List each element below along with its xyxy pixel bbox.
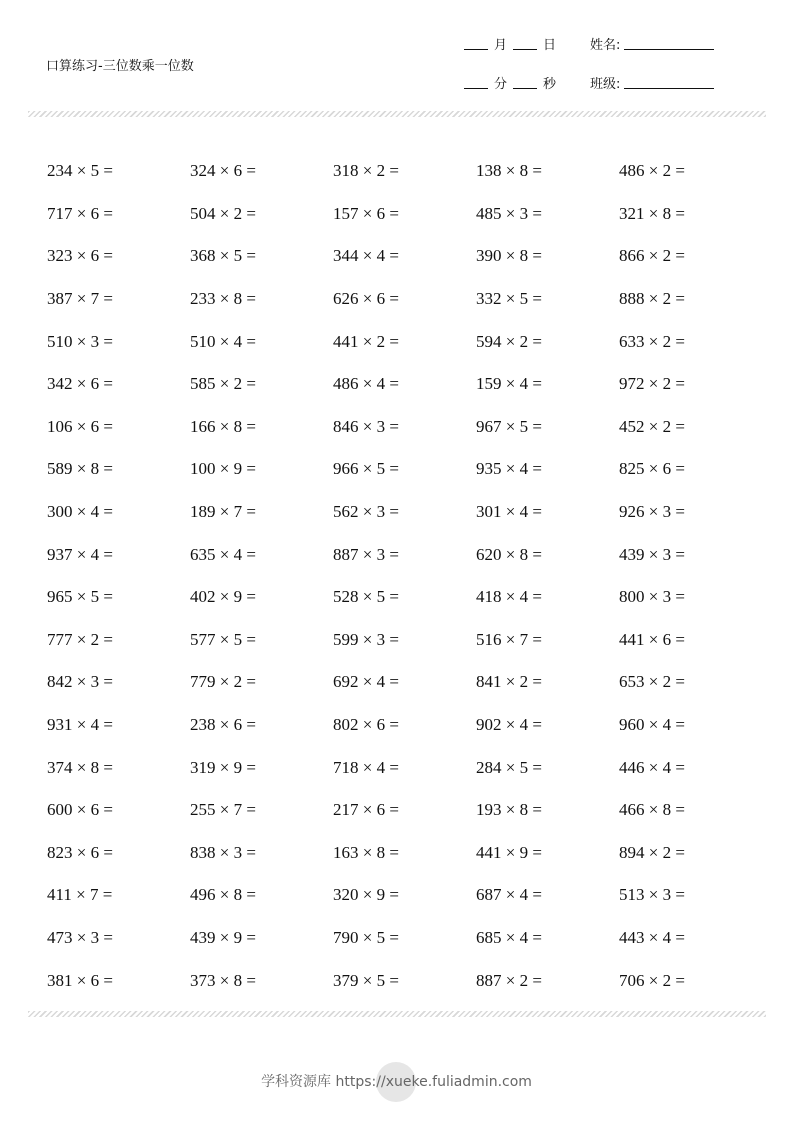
problem-item: 319 × 9 = bbox=[190, 757, 256, 777]
day-label: 日 bbox=[543, 38, 557, 53]
problem-item: 332 × 5 = bbox=[476, 289, 542, 309]
month-blank[interactable] bbox=[464, 48, 488, 50]
problem-item: 599 × 3 = bbox=[333, 629, 399, 649]
problem-item: 301 × 4 = bbox=[476, 502, 542, 522]
problem-item: 594 × 2 = bbox=[476, 331, 542, 351]
class-line bbox=[590, 73, 714, 92]
problem-item: 779 × 2 = bbox=[190, 672, 256, 692]
problem-item: 496 × 8 = bbox=[190, 885, 256, 905]
problem-row bbox=[47, 661, 767, 704]
problem-item: 577 × 5 = bbox=[190, 629, 256, 649]
problem-item: 966 × 5 = bbox=[333, 459, 399, 479]
problem-item: 931 × 4 = bbox=[47, 715, 113, 735]
problem-row bbox=[47, 746, 767, 789]
problem-item: 318 × 2 = bbox=[333, 161, 399, 181]
problem-item: 528 × 5 = bbox=[333, 587, 399, 607]
problem-item: 439 × 9 = bbox=[190, 927, 256, 947]
problem-item: 823 × 6 = bbox=[47, 842, 113, 862]
day-blank[interactable] bbox=[513, 48, 537, 50]
problem-item: 368 × 5 = bbox=[190, 246, 256, 266]
class-label: 班级: bbox=[590, 77, 621, 92]
problem-item: 373 × 8 = bbox=[190, 970, 256, 990]
second-blank[interactable] bbox=[513, 87, 537, 89]
problem-item: 626 × 6 = bbox=[333, 289, 399, 309]
problem-item: 402 × 9 = bbox=[190, 587, 256, 607]
problem-row bbox=[47, 448, 767, 491]
problem-item: 972 × 2 = bbox=[619, 374, 685, 394]
bottom-divider bbox=[28, 1011, 766, 1017]
problem-row bbox=[47, 789, 767, 832]
problem-item: 633 × 2 = bbox=[619, 331, 685, 351]
problem-item: 379 × 5 = bbox=[333, 970, 399, 990]
footer-watermark: 学科资源库 https://xueke.fuliadmin.com bbox=[261, 1074, 532, 1090]
problem-item: 866 × 2 = bbox=[619, 246, 685, 266]
problem-item: 452 × 2 = bbox=[619, 416, 685, 436]
problem-row bbox=[47, 832, 767, 875]
problem-item: 446 × 4 = bbox=[619, 757, 685, 777]
second-label: 秒 bbox=[543, 77, 557, 92]
problem-item: 418 × 4 = bbox=[476, 587, 542, 607]
problem-item: 159 × 4 = bbox=[476, 374, 542, 394]
problem-item: 935 × 4 = bbox=[476, 459, 542, 479]
problem-item: 888 × 2 = bbox=[619, 289, 685, 309]
problem-row bbox=[47, 704, 767, 747]
problem-item: 323 × 6 = bbox=[47, 246, 113, 266]
problem-item: 387 × 7 = bbox=[47, 289, 113, 309]
problem-item: 800 × 3 = bbox=[619, 587, 685, 607]
problem-item: 513 × 3 = bbox=[619, 885, 685, 905]
problem-row bbox=[47, 959, 767, 1002]
problem-item: 193 × 8 = bbox=[476, 800, 542, 820]
problem-item: 685 × 4 = bbox=[476, 927, 542, 947]
problem-item: 320 × 9 = bbox=[333, 885, 399, 905]
problem-item: 841 × 2 = bbox=[476, 672, 542, 692]
problem-item: 842 × 3 = bbox=[47, 672, 113, 692]
problem-item: 635 × 4 = bbox=[190, 544, 256, 564]
problem-item: 887 × 2 = bbox=[476, 970, 542, 990]
top-divider bbox=[28, 111, 766, 117]
problem-row bbox=[47, 193, 767, 236]
problem-item: 902 × 4 = bbox=[476, 715, 542, 735]
problem-item: 790 × 5 = bbox=[333, 927, 399, 947]
problem-row bbox=[47, 874, 767, 917]
problem-item: 846 × 3 = bbox=[333, 416, 399, 436]
problem-item: 106 × 6 = bbox=[47, 416, 113, 436]
problem-item: 441 × 6 = bbox=[619, 629, 685, 649]
name-blank[interactable] bbox=[624, 48, 714, 50]
problem-row bbox=[47, 619, 767, 662]
problem-item: 163 × 8 = bbox=[333, 842, 399, 862]
problem-item: 321 × 8 = bbox=[619, 203, 685, 223]
problem-item: 887 × 3 = bbox=[333, 544, 399, 564]
problem-item: 166 × 8 = bbox=[190, 416, 256, 436]
problem-item: 687 × 4 = bbox=[476, 885, 542, 905]
class-blank[interactable] bbox=[624, 87, 714, 89]
problem-item: 466 × 8 = bbox=[619, 800, 685, 820]
problem-item: 965 × 5 = bbox=[47, 587, 113, 607]
problem-item: 937 × 4 = bbox=[47, 544, 113, 564]
problem-item: 692 × 4 = bbox=[333, 672, 399, 692]
problem-item: 589 × 8 = bbox=[47, 459, 113, 479]
problem-item: 284 × 5 = bbox=[476, 757, 542, 777]
date-line bbox=[464, 34, 562, 53]
problem-item: 516 × 7 = bbox=[476, 629, 542, 649]
problem-item: 485 × 3 = bbox=[476, 203, 542, 223]
problem-grid bbox=[47, 150, 767, 1002]
problem-item: 777 × 2 = bbox=[47, 629, 113, 649]
problem-item: 441 × 9 = bbox=[476, 842, 542, 862]
problem-row bbox=[47, 491, 767, 534]
problem-item: 100 × 9 = bbox=[190, 459, 256, 479]
problem-item: 585 × 2 = bbox=[190, 374, 256, 394]
problem-row bbox=[47, 406, 767, 449]
problem-item: 802 × 6 = bbox=[333, 715, 399, 735]
problem-item: 967 × 5 = bbox=[476, 416, 542, 436]
time-line bbox=[464, 73, 562, 92]
problem-item: 300 × 4 = bbox=[47, 502, 113, 522]
problem-item: 504 × 2 = bbox=[190, 203, 256, 223]
problem-item: 620 × 8 = bbox=[476, 544, 542, 564]
problem-item: 374 × 8 = bbox=[47, 757, 113, 777]
problem-item: 825 × 6 = bbox=[619, 459, 685, 479]
problem-item: 233 × 8 = bbox=[190, 289, 256, 309]
problem-item: 510 × 4 = bbox=[190, 331, 256, 351]
worksheet-title: 口算练习-三位数乘一位数 bbox=[46, 59, 194, 74]
minute-blank[interactable] bbox=[464, 87, 488, 89]
problem-row bbox=[47, 576, 767, 619]
problem-item: 441 × 2 = bbox=[333, 331, 399, 351]
problem-item: 486 × 4 = bbox=[333, 374, 399, 394]
problem-item: 439 × 3 = bbox=[619, 544, 685, 564]
problem-row bbox=[47, 150, 767, 193]
problem-item: 926 × 3 = bbox=[619, 502, 685, 522]
problem-item: 157 × 6 = bbox=[333, 203, 399, 223]
problem-item: 653 × 2 = bbox=[619, 672, 685, 692]
name-label: 姓名: bbox=[590, 38, 621, 53]
problem-item: 894 × 2 = bbox=[619, 842, 685, 862]
problem-item: 342 × 6 = bbox=[47, 374, 113, 394]
problem-item: 189 × 7 = bbox=[190, 502, 256, 522]
problem-item: 381 × 6 = bbox=[47, 970, 113, 990]
problem-item: 324 × 6 = bbox=[190, 161, 256, 181]
problem-item: 600 × 6 = bbox=[47, 800, 113, 820]
problem-item: 718 × 4 = bbox=[333, 757, 399, 777]
problem-row bbox=[47, 320, 767, 363]
problem-item: 344 × 4 = bbox=[333, 246, 399, 266]
problem-item: 960 × 4 = bbox=[619, 715, 685, 735]
problem-item: 217 × 6 = bbox=[333, 800, 399, 820]
minute-label: 分 bbox=[494, 77, 508, 92]
problem-row bbox=[47, 235, 767, 278]
month-label: 月 bbox=[494, 38, 508, 53]
problem-item: 255 × 7 = bbox=[190, 800, 256, 820]
problem-item: 138 × 8 = bbox=[476, 161, 542, 181]
problem-item: 390 × 8 = bbox=[476, 246, 542, 266]
problem-row bbox=[47, 363, 767, 406]
name-line bbox=[590, 34, 714, 53]
problem-row bbox=[47, 533, 767, 576]
problem-item: 443 × 4 = bbox=[619, 927, 685, 947]
problem-row bbox=[47, 917, 767, 960]
problem-item: 717 × 6 = bbox=[47, 203, 113, 223]
problem-item: 706 × 2 = bbox=[619, 970, 685, 990]
problem-item: 238 × 6 = bbox=[190, 715, 256, 735]
problem-item: 411 × 7 = bbox=[47, 885, 113, 905]
problem-item: 510 × 3 = bbox=[47, 331, 113, 351]
problem-row bbox=[47, 278, 767, 321]
problem-item: 562 × 3 = bbox=[333, 502, 399, 522]
problem-item: 486 × 2 = bbox=[619, 161, 685, 181]
problem-item: 838 × 3 = bbox=[190, 842, 256, 862]
problem-item: 234 × 5 = bbox=[47, 161, 113, 181]
problem-item: 473 × 3 = bbox=[47, 927, 113, 947]
